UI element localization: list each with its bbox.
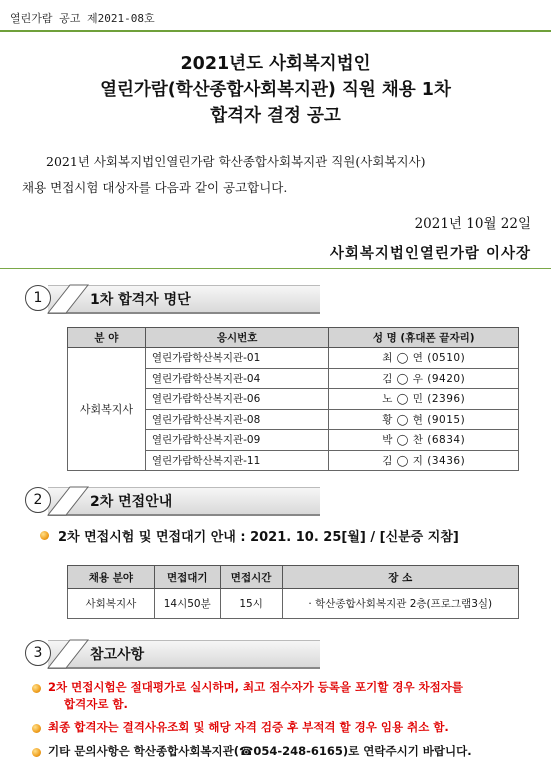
applicant-number: 열린가람학산복지관-01 [145,348,329,369]
header-number: 응시번호 [145,328,329,348]
header-time: 면접시간 [220,566,282,589]
title-line-1: 2021년도 사회복지법인 [180,54,371,74]
interview-time: 15시 [220,589,282,619]
intro-line-1: 2021년 사회복지법인열린가람 학산종합사회복지관 직원(사회복지사) [46,154,426,169]
section-3-title: 참고사항 [90,647,145,663]
applicant-number: 열린가람학산복지관-11 [145,450,329,471]
section-2-title: 2차 면접안내 [90,494,173,510]
table-header-row [68,566,519,589]
top-divider [0,30,551,32]
bullet-icon [32,748,41,757]
applicant-number: 열린가람학산복지관-08 [145,409,329,430]
applicant-name: 김 ◯ 지 (3436) [329,450,519,471]
note-1-line-2: 합격자로 함. [64,697,128,711]
note-3: 기타 문의사항은 학산종합사회복지관(☎054-248-6165)로 연락주시기 바랍니다. [48,744,472,758]
applicant-name: 노 ◯ 민 (2396) [329,389,519,410]
passers-table [67,327,519,471]
header-recruit-field: 채용 분야 [68,566,155,589]
header-place: 장 소 [282,566,518,589]
interview-place: · 학산종합사회복지관 2층(프로그램3실) [282,589,518,619]
document-number: 열린가람 공고 제2021-08호 [10,12,155,25]
applicant-name: 박 ◯ 찬 (6834) [329,430,519,451]
applicant-name: 최 ◯ 연 (0510) [329,348,519,369]
note-2: 최종 합격자는 결격사유조회 및 해당 자격 검증 후 부적격 할 경우 임용 취소 함. [48,720,449,734]
signer: 사회복지법인열린가람 이사장 [329,245,531,262]
waiting-time: 14시50분 [154,589,220,619]
header-divider [0,268,551,269]
header-waiting: 면접대기 [154,566,220,589]
title-line-2: 열린가람(학산종합사회복지관) 직원 채용 1차 [100,80,451,100]
section-1-title: 1차 합격자 명단 [90,292,191,308]
table-header-row [68,328,519,348]
applicant-number: 열린가람학산복지관-09 [145,430,329,451]
bullet-icon [40,531,49,540]
section-1-number: 1 [25,285,51,311]
bullet-icon [32,724,41,733]
bullet-icon [32,684,41,693]
table-row [68,348,519,369]
announcement-date: 2021년 10월 22일 [414,216,531,232]
intro-line-2: 채용 면접시험 대상자를 다음과 같이 공고합니다. [22,180,288,195]
table-row [68,589,519,619]
applicant-number: 열린가람학산복지관-04 [145,368,329,389]
note-1-line-1: 2차 면접시험은 절대평가로 실시하며, 최고 점수자가 등록을 포기할 경우 차점자를 [48,680,463,694]
recruit-field: 사회복지사 [68,589,155,619]
title-line-3: 합격자 결정 공고 [210,106,341,126]
field-cell: 사회복지사 [68,348,146,471]
section-3-number: 3 [25,640,51,666]
interview-table [67,565,519,619]
header-name: 성 명 (휴대폰 끝자리) [329,328,519,348]
applicant-name: 황 ◯ 현 (9015) [329,409,519,430]
applicant-number: 열린가람학산복지관-06 [145,389,329,410]
header-field: 분 야 [68,328,146,348]
interview-info: 2차 면접시험 및 면접대기 안내 : 2021. 10. 25[월] / [신분증 지참] [58,530,459,545]
section-2-number: 2 [25,487,51,513]
applicant-name: 김 ◯ 우 (9420) [329,368,519,389]
